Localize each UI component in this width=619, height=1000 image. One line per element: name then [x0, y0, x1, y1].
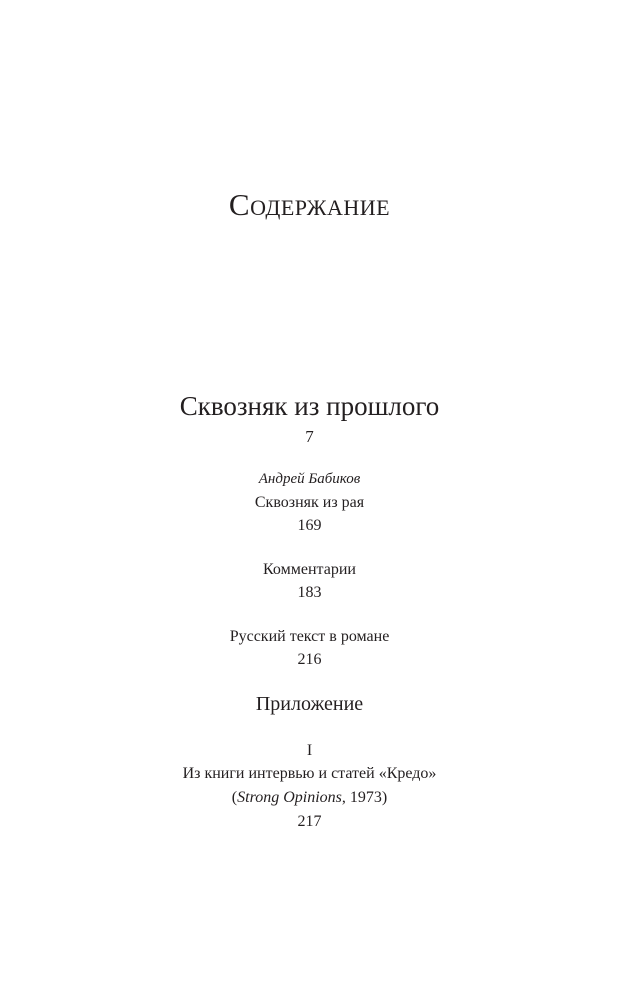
toc-appendix-part-title: Из книги интервью и статей «Кредо» — [182, 765, 437, 782]
toc-russian-text-page: 216 — [297, 651, 322, 668]
toc-appendix-page: 217 — [297, 813, 322, 830]
toc-appendix-original-year: , 1973) — [341, 789, 388, 806]
toc-commentary-page: 183 — [297, 584, 322, 601]
toc-appendix-original-line — [0, 790, 619, 806]
toc-main-work-page: 7 — [305, 427, 314, 446]
toc-appendix-original-title: Strong Opinions — [237, 789, 342, 806]
toc-appendix-part-number: I — [306, 742, 313, 759]
toc-essay-page: 169 — [297, 517, 322, 534]
toc-russian-text-title: Русский текст в романе — [229, 628, 390, 645]
page-title: Содержание — [228, 187, 391, 222]
toc-commentary-title: Комментарии — [263, 561, 356, 578]
toc-main-work-title: Сквозняк из прошлого — [179, 391, 440, 421]
toc-appendix-heading: Приложение — [255, 693, 364, 715]
toc-essay-author: Андрей Бабиков — [258, 471, 361, 487]
toc-appendix-paren-open: ( — [231, 789, 238, 806]
toc-essay-title: Сквозняк из рая — [254, 494, 365, 511]
